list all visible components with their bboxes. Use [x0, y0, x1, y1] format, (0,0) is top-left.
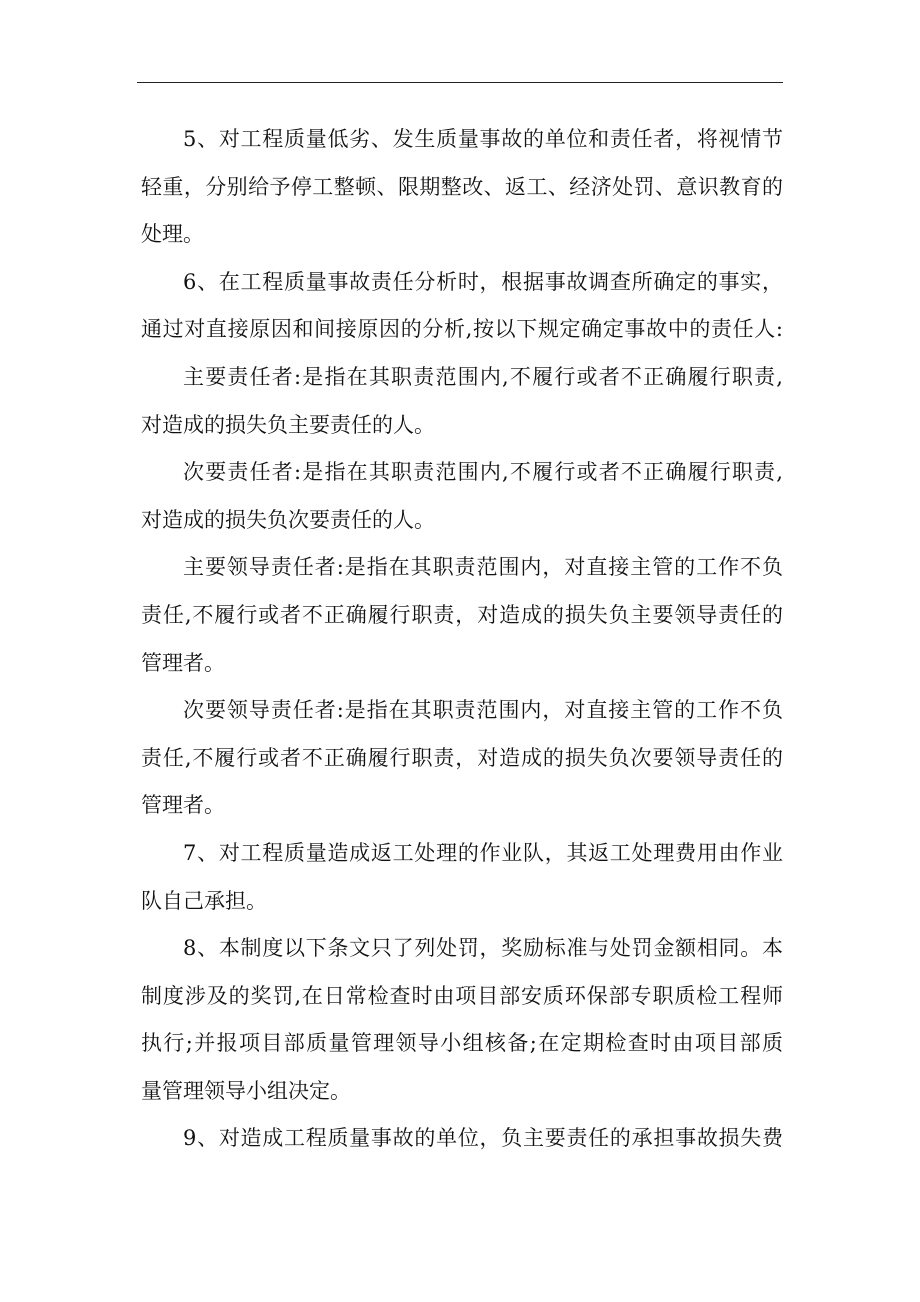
text-line: 处理。	[141, 222, 204, 247]
text-line: 管理者。	[141, 793, 225, 818]
header-rule	[137, 82, 783, 83]
text-line: 队自己承担。	[141, 888, 267, 913]
text-line: 7、对工程质量造成返工处理的作业队，其返工处理费用由作业	[183, 840, 783, 865]
text-line: 6、在工程质量事故责任分析时，根据事故调查所确定的事实，	[183, 269, 783, 294]
text-line: 责任,不履行或者不正确履行职责，对造成的损失负主要领导责任的	[141, 602, 783, 627]
text-line: 8、本制度以下条文只了列处罚，奖励标准与处罚金额相同。本	[183, 936, 783, 961]
text-line: 次要领导责任者:是指在其职责范围内，对直接主管的工作不负	[183, 698, 783, 723]
text-line: 责任,不履行或者不正确履行职责，对造成的损失负次要领导责任的	[141, 745, 783, 770]
text-line: 主要责任者:是指在其职责范围内,不履行或者不正确履行职责,	[183, 364, 783, 389]
text-line: 对造成的损失负主要责任的人。	[141, 412, 435, 437]
text-line: 制度涉及的奖罚,在日常检查时由项目部安质环保部专职质检工程师	[141, 983, 783, 1008]
text-line: 9、对造成工程质量事故的单位，负主要责任的承担事故损失费	[183, 1126, 783, 1151]
body-text	[141, 116, 783, 1163]
text-line: 执行;并报项目部质量管理领导小组核备;在定期检查时由项目部质	[141, 1031, 783, 1056]
text-line: 量管理领导小组决定。	[141, 1078, 351, 1103]
text-line: 5、对工程质量低劣、发生质量事故的单位和责任者，将视情节	[183, 127, 783, 151]
text-line: 次要责任者:是指在其职责范围内,不履行或者不正确履行职责,	[183, 460, 783, 485]
text-line: 对造成的损失负次要责任的人。	[141, 507, 435, 532]
text-line: 轻重，分别给予停工整顿、限期整改、返工、经济处罚、意识教育的	[141, 174, 783, 199]
text-line: 主要领导责任者:是指在其职责范围内，对直接主管的工作不负	[183, 555, 783, 580]
text-line: 通过对直接原因和间接原因的分析,按以下规定确定事故中的责任人:	[141, 317, 783, 342]
text-line: 管理者。	[141, 650, 225, 675]
